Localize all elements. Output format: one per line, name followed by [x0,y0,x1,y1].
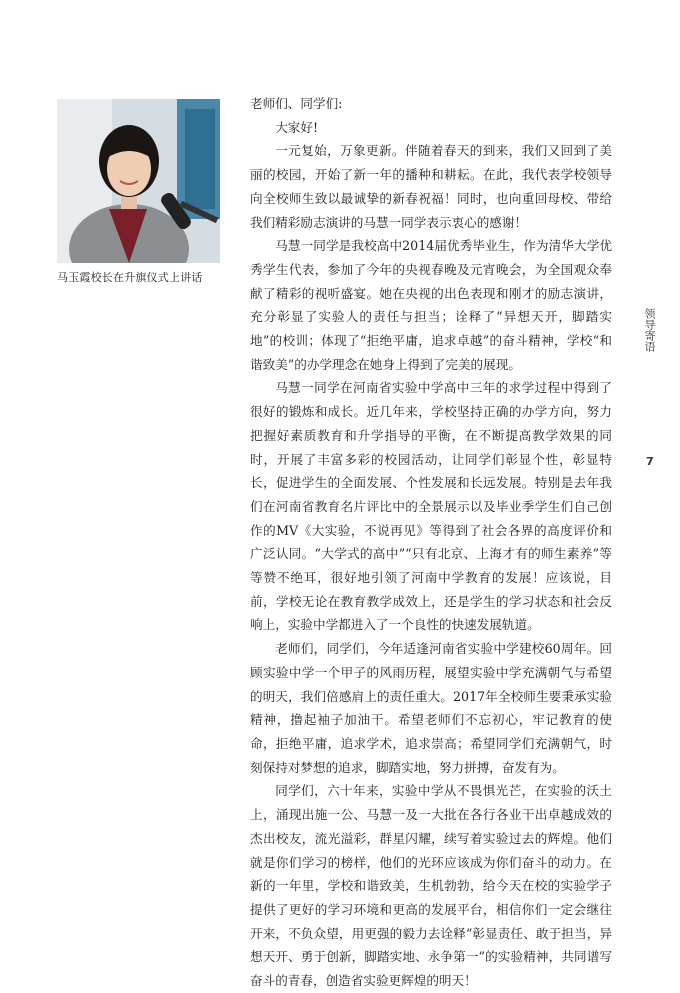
principal-photo [57,99,220,263]
paragraph: 同学们，六十年来，实验中学从不畏惧光芒，在实验的沃土上，涌现出施一公、马慧一及一大批在各行各业干出卓越成效的杰出校友，流光溢彩，群星闪耀，续写着实验过去的辉煌。他们就是你们学习的榜样，他们的光环应该成为你们奋斗的动力。在新的一年里，学校和谐致美，生机勃勃，给今天在校的实验学子提供了更好的学习环境和更高的发展平台，相信你们一定会继往开来，不负众望，用更强的毅力去诠释“彰显责任、敢于担当，异想天开、勇于创新，脚踏实地、永争第一”的实验精神，共同谱写奋斗的青春，创造省实验更辉煌的明天！ [250,783,612,989]
photo-caption: 马玉霞校长在升旗仪式上讲话 [57,271,203,284]
speech-article [250,92,612,993]
paragraph: 马慧一同学是我校高中2014届优秀毕业生，作为清华大学优秀学生代表，参加了今年的央视春晚及元宵晚会，为全国观众奉献了精彩的视听盛宴。她在央视的出色表现和刚才的励志演讲，充分彰显了实验人的责任与担当；诠释了“异想天开，脚踏实地”的校训；体现了“拒绝平庸，追求卓越”的奋斗精神，学校“和谐致美”的办学理念在她身上得到了完美的展现。 [250,238,612,372]
paragraph: 马慧一同学在河南省实验中学高中三年的求学过程中得到了很好的锻炼和成长。近几年来，学校坚持正确的办学方向，努力把握好素质教育和升学指导的平衡，在不断提高教学效果的同时，开展了丰富多彩的校园活动，让同学们彰显个性，彰显特长，促进学生的全面发展、个性发展和长远发展。特别是去年我们在河南省教育名片评比中的全景展示以及毕业季学生们自己创作的MV《大实验，不说再见》等得到了社会各界的高度评价和广泛认同。“大学式的高中”“只有北京、上海才有的师生素养”等等赞不绝耳，很好地引领了河南中学教育的发展！应该说，目前，学校无论在教育教学成效上，还是学生的学习状态和社会反响上，实验中学都进入了一个良性的快速发展轨道。 [250,380,612,633]
salutation: 老师们、同学们: [250,96,343,111]
greeting: 大家好! [275,119,319,135]
section-label: 领导寄语 [643,308,656,352]
paragraph: 一元复始，万象更新。伴随着春天的到来，我们又回到了美丽的校园，开始了新一年的播种和耕耘。在此，我代表学校领导向全校师生致以最诚挚的新春祝福！同时，也向重回母校、带给我们精彩励志演讲的马慧一同学表示衷心的感谢！ [250,143,612,230]
paragraph: 老师们，同学们，今年适逢河南省实验中学建校60周年。回顾实验中学一个甲子的风雨历程，展望实验中学充满朝气与希望的明天，我们倍感肩上的责任重大。2017年全校师生要秉承实验精神，撸起袖子加油干。希望老师们不忘初心，牢记教育的使命，拒绝平庸，追求学术，追求崇高；希望同学们充满朝气，时刻保持对梦想的追求，脚踏实地，努力拼搏，奋发有为。 [250,641,612,775]
page-number: 7 [646,455,654,468]
